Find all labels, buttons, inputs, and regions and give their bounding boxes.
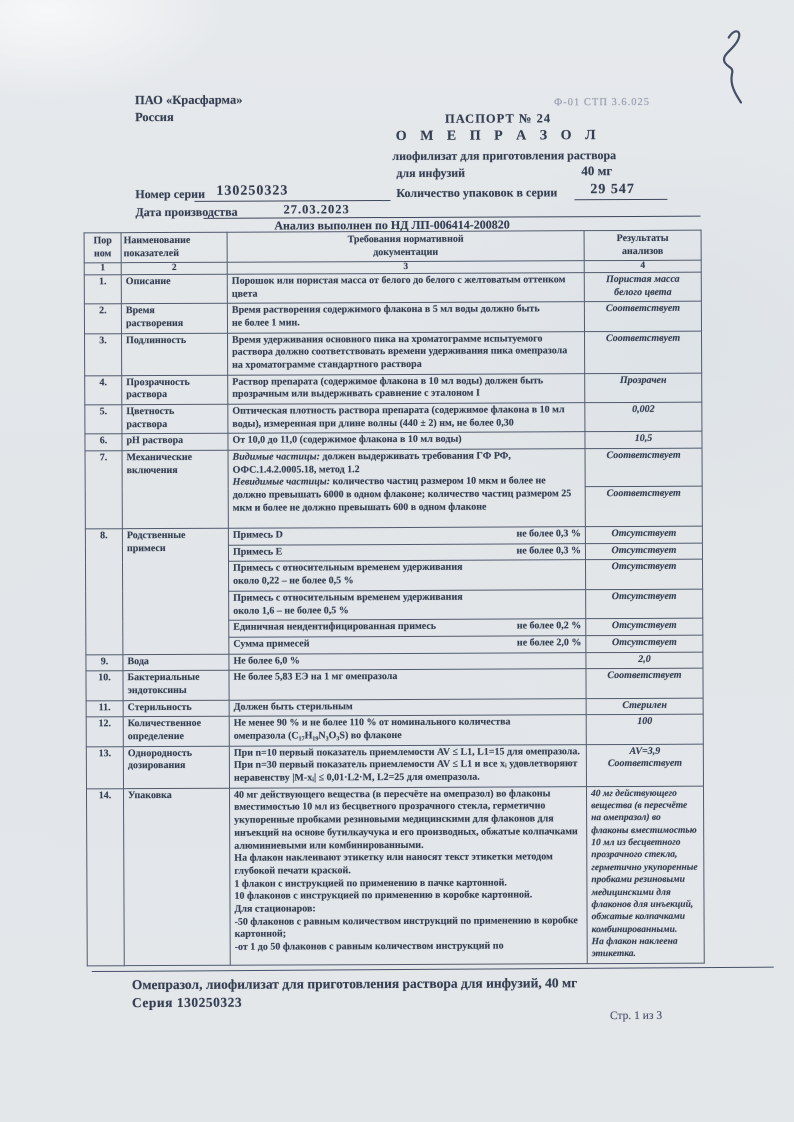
impurity-name: Примесь E [232, 546, 283, 558]
row-requirement: Не более 6,0 % [229, 652, 586, 670]
company-country: Россия [135, 109, 174, 125]
row-requirement: Оптическая плотность раствора препарата (содержимое флакона в 10 мл воды), измеренная при длине волны (440 ± 2) нм, не более 0,30 [228, 403, 585, 434]
passport-title: ПАСПОРТ № 24 [445, 111, 552, 126]
row-requirement: Время растворения содержимого флакона в 5 мл воды должно быть не более 1 мин. [227, 302, 584, 333]
row-name: Время растворения [121, 303, 227, 333]
row-name: Упаковка [123, 788, 230, 965]
table-row [84, 272, 701, 304]
row-requirement [229, 636, 586, 654]
row-num: 10. [86, 671, 123, 701]
header-col-res: Результаты анализов [584, 230, 701, 261]
row-requirement: При n=10 первый показатель приемлемости AV ≤ L1, L1=15 для омепразола. При n=30 первый показатель приемлемости AV ≤ L1 и все хᵢ удовлетворяют неравенству |М-хᵢ| ≤ 0,01·L2·M, L2=25 для омепразола. [229, 744, 586, 788]
packs-value: 29 547 [590, 181, 635, 198]
table-row [85, 331, 702, 376]
row-name: pH раствора [122, 434, 228, 451]
table-row [85, 373, 702, 405]
specification-table [84, 230, 705, 966]
footer-series-line: Серия 130250323 [131, 994, 243, 1010]
row-name: Механические включения [122, 450, 228, 528]
row-requirement: Время удерживания основного пика на хроматограмме испытуемого раствора должно соответствовать времени удерживания пика омепразола на хроматограмме стандартного раствора [228, 331, 585, 375]
row-num: 5. [85, 405, 122, 435]
header-col-name: Наименование показателей [121, 232, 227, 263]
row-name: Описание [121, 274, 227, 304]
row-requirement [229, 560, 586, 591]
table-row [86, 714, 703, 746]
dose-value: 40 мг [581, 163, 613, 179]
footer-rule [92, 966, 774, 971]
dosage-form-line: лиофилизат для приготовления раствора [392, 148, 617, 164]
impurity-limit: не более 0,3 % [516, 528, 581, 540]
row-requirement: 40 мг действующего вещества (в пересчёте на омепразол) во флаконы вместимостью 10 мл из бесцветного прозрачного стекла, герметично укупоренные пробками резиновыми медицинскими для флаконов для инъекций на основе бутилкаучука и его производных, обжатые колпачками алюминиевыми или комбинированными. На флакон наклеивают этикетку или наносят текст этикетки методом глубокой печати краской. 1 флакон с инструкцией по применению в пачке картонной. 10 флаконов с инструкцией по применению в коробке картонной. Для стационаров: -50 флаконов с равным количеством инструкций по применению в коробке картонной; -от 1 до 50 флаконов с равным количеством инструкций по [229, 786, 587, 964]
drug-name-title: О М Е П Р А З О Л [395, 128, 601, 145]
row-name: Вода [123, 654, 229, 671]
header-col-req: Требования нормативной документации [227, 231, 584, 263]
row-result: Соответствует [585, 448, 702, 487]
row-requirement: От 10,0 до 11,0 (содержимое флакона в 10 мл воды) [228, 432, 585, 450]
row-requirement: Должен быть стерильным [229, 698, 586, 716]
impurity-name: Сумма примесей [233, 638, 310, 650]
row-result: Соответствует [584, 331, 701, 374]
row-name: Подлинность [122, 333, 228, 376]
row-result: Отсутствует [586, 635, 703, 652]
row-num: 6. [85, 434, 122, 451]
row-result: Пористая масса белого цвета [584, 272, 701, 302]
requirement-text: количество частиц размером 10 мкм и более не должно превышать 6000 в одном флаконе; количество частиц размером 25 мкм и более не должно превышать 600 в одном флаконе [232, 475, 572, 514]
row-name: Цветность раствора [122, 404, 228, 434]
impurity-limit: не более 0,2 % [516, 620, 582, 632]
row-num: 8. [85, 529, 123, 655]
row-result: Отсутствует [586, 589, 703, 619]
row-name: Стерильность [123, 700, 229, 717]
requirement-lead: Видимые частицы: [232, 451, 320, 463]
requirement-text: должен выдерживать требования ГФ РФ, ОФС.1.4.2.0005.18, метод 1.2 [232, 450, 511, 476]
row-result: 10,5 [585, 432, 702, 449]
impurity-name: Примесь с относительным временем удерживания около 0,22 – не более 0,5 % [233, 562, 463, 587]
row-name: Родственные примеси [122, 528, 229, 654]
impurity-name: Примесь D [232, 529, 283, 541]
row-result: AV=3,9 Соответствует [586, 744, 703, 787]
impurity-limit: не более 0,3 % [516, 544, 581, 557]
row-num: 11. [86, 700, 123, 717]
row-result: 0,002 [585, 402, 702, 432]
row-name: Бактериальные эндотоксины [123, 670, 229, 700]
row-result: Стерилен [586, 698, 703, 715]
series-label: Номер серии [135, 186, 206, 202]
row-requirement [229, 589, 586, 620]
row-num: 4. [85, 375, 122, 405]
row-result: Соответствует [586, 668, 703, 698]
packs-underline [574, 199, 667, 200]
table-row [86, 786, 704, 966]
row-name: Количественное определение [123, 717, 229, 747]
col-number: 3 [227, 261, 584, 274]
row-result: Соответствует [585, 486, 702, 527]
row-num: 13. [86, 746, 123, 788]
col-number: 4 [584, 261, 701, 273]
row-result: 100 [586, 714, 703, 744]
table-row [85, 448, 702, 489]
header-col-num: Пор ном [84, 233, 121, 264]
row-requirement [228, 543, 585, 561]
page-footer [2, 967, 794, 1022]
impurity-name: Единичная неидентифицированная примесь [233, 621, 437, 633]
row-requirement [228, 449, 585, 529]
row-num: 1. [84, 275, 121, 305]
row-result: Соответствует [584, 301, 701, 331]
row-num: 7. [85, 451, 122, 529]
col-number: 1 [84, 263, 121, 275]
row-requirement: Не менее 90 % и не более 110 % от номинального количества омепразола (C₁₇H₁₉N₃O₃S) во флаконе [229, 715, 586, 746]
series-value: 130250323 [216, 183, 289, 199]
row-requirement: Раствор препарата (содержимое флакона в 10 мл воды) должен быть прозрачным или выдерживать сравнение с эталоном I [228, 373, 585, 404]
row-num: 2. [84, 304, 121, 334]
row-num: 3. [85, 333, 122, 375]
row-result: Отсутствует [585, 543, 702, 560]
row-name: Прозрачность раствора [122, 375, 228, 405]
page-number: Стр. 1 из 3 [609, 1009, 663, 1022]
row-requirement: Порошок или пористая масса от белого до белого с желтоватым оттенком цвета [227, 272, 584, 303]
table-row [84, 301, 701, 333]
requirement-lead: Невидимые частицы: [232, 476, 331, 489]
handwritten-mark [698, 23, 758, 113]
row-num: 12. [86, 717, 123, 747]
date-label: Дата производства [135, 204, 238, 220]
row-result: Отсутствует [586, 618, 703, 635]
impurity-name: Примесь с относительным временем удерживания около 1,6 – не более 0,5 % [233, 591, 463, 617]
table-row [86, 744, 703, 789]
row-result: 2,0 [586, 652, 703, 669]
footer-drug-line: Омепразол, лиофилизат для приготовления раствора для инфузий, 40 мг [131, 974, 578, 992]
row-num: 14. [86, 788, 124, 965]
route-line: для инфузий [396, 165, 466, 180]
row-requirement [228, 527, 585, 545]
packs-label: Количество упаковок в серии [396, 185, 558, 200]
company-name: ПАО «Красфарма» [134, 92, 243, 108]
row-result: Отсутствует [585, 526, 702, 543]
date-value: 27.03.2023 [283, 202, 350, 217]
impurity-limit: не более 2,0 % [516, 637, 582, 649]
analysis-reference-line: Анализ выполнен по НД ЛП-006414-200820 [274, 217, 510, 233]
table-row [85, 402, 702, 434]
col-number: 2 [121, 263, 227, 275]
table-row [86, 668, 703, 700]
row-num: 9. [86, 654, 123, 671]
row-requirement: Не более 5,83 ЕЭ на 1 мг омепразола [229, 669, 586, 700]
form-code: Ф-01 СТП 3.6.025 [553, 96, 651, 109]
row-requirement [229, 619, 586, 637]
row-result: Прозрачен [585, 373, 702, 403]
row-result: Отсутствует [585, 560, 702, 590]
table-header-row [84, 230, 701, 263]
row-result: 40 мг действующего вещества (в пересчёте на омепразол) во флаконы вместимостью 10 мл из бесцветного прозрачного стекла, герметично укупоренные пробками резиновыми медицинскими для флаконов для инъекций, обжатые колпачками комбинированными. На флакон наклеена этикетка. [586, 786, 704, 963]
row-name: Однородность дозирования [123, 746, 229, 789]
